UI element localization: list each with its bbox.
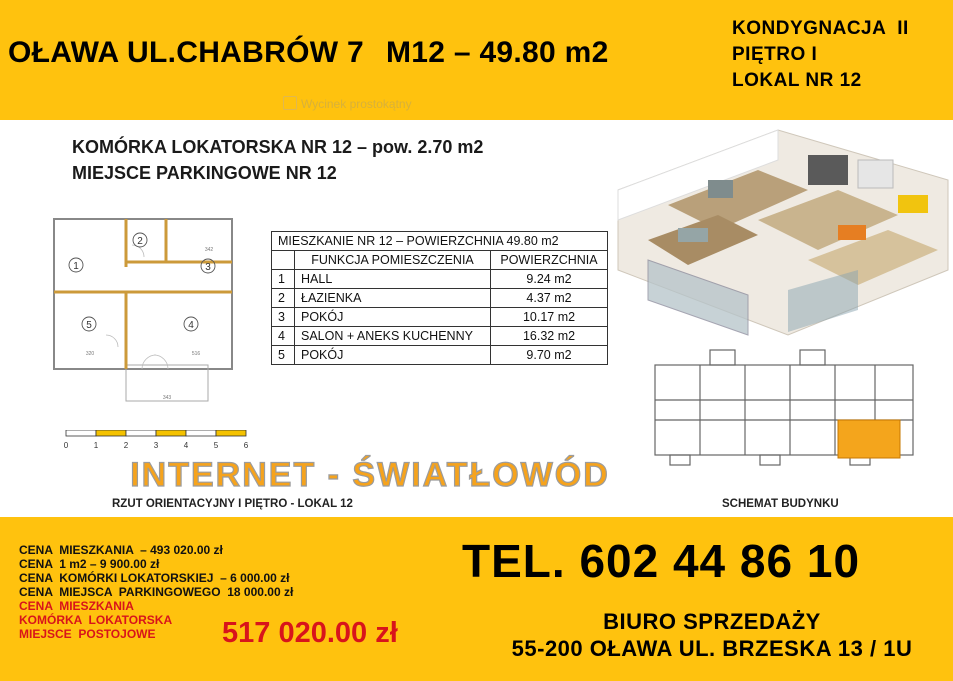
apartment-3d-render [608,120,953,350]
total-label-line: KOMÓRKA LOKATORSKA [19,613,173,627]
internet-banner-text: INTERNET - ŚWIATŁOWÓD [130,456,610,494]
table-row [272,270,608,289]
scheme-caption: SCHEMAT BUDYNKU [722,498,839,510]
table-caption: MIESZKANIE NR 12 – POWIERZCHNIA 49.80 m2 [272,232,608,251]
room-name: HALL [295,270,491,289]
listing-title [8,36,609,70]
room-no: 2 [272,289,295,308]
table-row [272,308,608,327]
room-no: 3 [272,308,295,327]
sales-office [472,608,952,662]
dimension-label: 320 [85,351,95,357]
room-area: 4.37 m2 [491,289,608,308]
total-label-line: MIEJSCE POSTOJOWE [19,627,156,641]
room-area: 16.32 m2 [491,327,608,346]
office-title: BIURO SPRZEDAŻY [603,609,821,634]
total-label-line: CENA MIESZKANIA [19,599,134,613]
snip-icon [283,96,297,110]
extras-info [72,134,483,186]
price-line: CENA 1 m2 – 9 900.00 zł [19,557,160,571]
header-function: FUNKCJA POMIESZCZENIA [295,251,491,270]
phone-number: TEL. 602 44 86 10 [462,535,861,587]
table-row [272,289,608,308]
room-number: 4 [188,320,194,331]
storage-text: KOMÓRKA LOKATORSKA NR 12 – pow. 2.70 m2 [72,137,484,157]
room-number: 2 [137,236,143,247]
scale-tick: 4 [183,441,189,450]
room-name: POKÓJ [295,346,491,365]
table-caption-row [272,232,608,251]
dimension-label: 343 [162,395,172,401]
plan-caption: RZUT ORIENTACYJNY I PIĘTRO - LOKAL 12 [112,498,353,510]
room-no: 4 [272,327,295,346]
snip-tool-overlay [283,96,412,111]
dimension-label: 342 [204,247,214,253]
rooms-table [271,231,608,365]
snip-label: Wycinek prostokątny [301,97,412,111]
room-area: 10.17 m2 [491,308,608,327]
floor-line: PIĘTRO I [732,44,818,65]
room-number: 3 [205,262,211,273]
price-line: CENA MIESZKANIA – 493 020.00 zł [19,543,223,557]
price-line: CENA MIEJSCA PARKINGOWEGO 18 000.00 zł [19,585,294,599]
table-row [272,346,608,365]
scale-tick: 6 [243,441,249,450]
internet-banner [100,452,640,496]
table-row [272,327,608,346]
room-number: 1 [73,261,79,272]
address-text: OŁAWA UL.CHABRÓW 7 [8,36,364,69]
room-area: 9.24 m2 [491,270,608,289]
dimension-label: 516 [191,351,201,357]
scale-tick: 1 [93,441,99,450]
unit-text: M12 – 49.80 m2 [385,36,609,69]
price-line: CENA KOMÓRKI LOKATORSKIEJ – 6 000.00 zł [19,571,290,585]
floor-line: LOKAL NR 12 [732,70,862,91]
room-no: 5 [272,346,295,365]
floor-info [732,16,909,94]
scale-tick: 0 [63,441,69,450]
scale-tick: 2 [123,441,129,450]
room-name: SALON + ANEKS KUCHENNY [295,327,491,346]
floor-plan [46,215,261,415]
office-address: 55-200 OŁAWA UL. BRZESKA 13 / 1U [511,636,913,661]
total-price: 517 020.00 zł [222,617,398,649]
parking-text: MIEJSCE PARKINGOWE NR 12 [72,163,337,183]
room-name: ŁAZIENKA [295,289,491,308]
scale-tick: 5 [213,441,219,450]
header-area: POWIERZCHNIA [491,251,608,270]
room-area: 9.70 m2 [491,346,608,365]
room-number: 5 [86,320,92,331]
floor-line: KONDYGNACJA II [732,18,909,39]
table-header-row [272,251,608,270]
scale-tick: 3 [153,441,159,450]
building-scheme [650,345,918,470]
room-name: POKÓJ [295,308,491,327]
room-no: 1 [272,270,295,289]
